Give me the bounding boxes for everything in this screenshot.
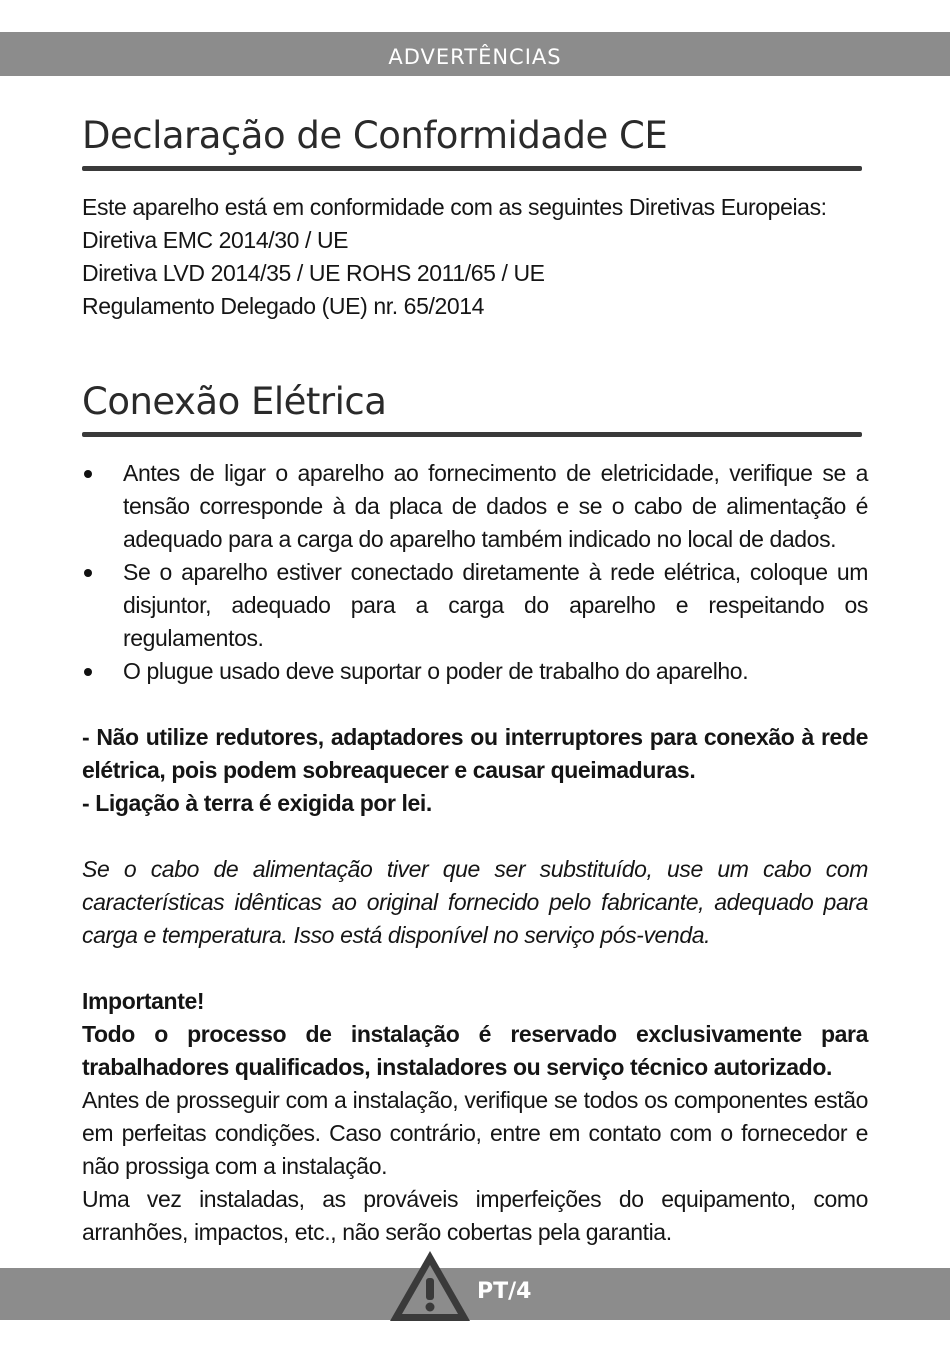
bullet-text: Antes de ligar o aparelho ao fornecimento de eletricidade, verifique se a tensão corresponde à da placa de dados e se o cabo de alimentação é adequado para a carga do aparelho também indicado no local de dados.: [123, 460, 868, 552]
ce-line: Diretiva LVD 2014/35 / UE ROHS 2011/65 / UE: [82, 260, 545, 286]
section-divider: [82, 166, 862, 171]
section-title-ce: Declaração de Conformidade CE: [82, 114, 668, 157]
bullet-icon: [84, 470, 92, 478]
warning-triangle-icon: [388, 1248, 472, 1324]
installation-check-text: Antes de prosseguir com a instalação, verifique se todos os componentes estão em perfeitas condições. Caso contrário, entre em contato com o fornecedor e não prossiga com a instalação.: [82, 1087, 868, 1179]
important-block: [82, 985, 868, 1249]
ce-line: Diretiva EMC 2014/30 / UE: [82, 227, 349, 253]
page-number: PT/4: [477, 1279, 532, 1304]
warranty-text: Uma vez instaladas, as prováveis imperfeições do equipamento, como arranhões, impactos, etc., não serão cobertas pela garantia.: [82, 1186, 868, 1245]
bullet-text: Se o aparelho estiver conectado diretamente à rede elétrica, coloque um disjuntor, adequado para a carga do aparelho e respeitando os regulamentos.: [123, 559, 868, 651]
warning-grounding: - Ligação à terra é exigida por lei.: [82, 790, 432, 816]
footer-bar: [0, 1268, 950, 1320]
warning-no-adapters: - Não utilize redutores, adaptadores ou interruptores para conexão à rede elétrica, pois podem sobreaquecer e causar queimaduras.: [82, 724, 868, 783]
ce-line: Este aparelho está em conformidade com as seguintes Diretivas Europeias:: [82, 194, 827, 220]
list-item: [82, 655, 868, 688]
ce-directives: [82, 191, 868, 323]
bullet-icon: [84, 569, 92, 577]
important-label: Importante!: [82, 988, 205, 1014]
list-item: [82, 457, 868, 556]
section-title-electric: Conexão Elétrica: [82, 380, 387, 423]
adapter-warning: [82, 721, 868, 820]
electric-bullet-list: [82, 457, 868, 688]
bullet-icon: [84, 668, 92, 676]
header-bar: [0, 32, 950, 76]
ce-line: Regulamento Delegado (UE) nr. 65/2014: [82, 293, 485, 319]
header-title: ADVERTÊNCIAS: [388, 45, 562, 69]
page-content: [82, 112, 868, 1249]
bullet-text: O plugue usado deve suportar o poder de trabalho do aparelho.: [123, 658, 749, 684]
important-text: Todo o processo de instalação é reservado exclusivamente para trabalhadores qualificados, instaladores ou serviço técnico autorizado.: [82, 1021, 868, 1080]
list-item: [82, 556, 868, 655]
cable-replacement-note: Se o cabo de alimentação tiver que ser substituído, use um cabo com características idênticas ao original fornecido pelo fabricante, adequado para carga e temperatura. Isso está disponível no serviço pós-venda.: [82, 856, 868, 948]
section-divider: [82, 432, 862, 437]
